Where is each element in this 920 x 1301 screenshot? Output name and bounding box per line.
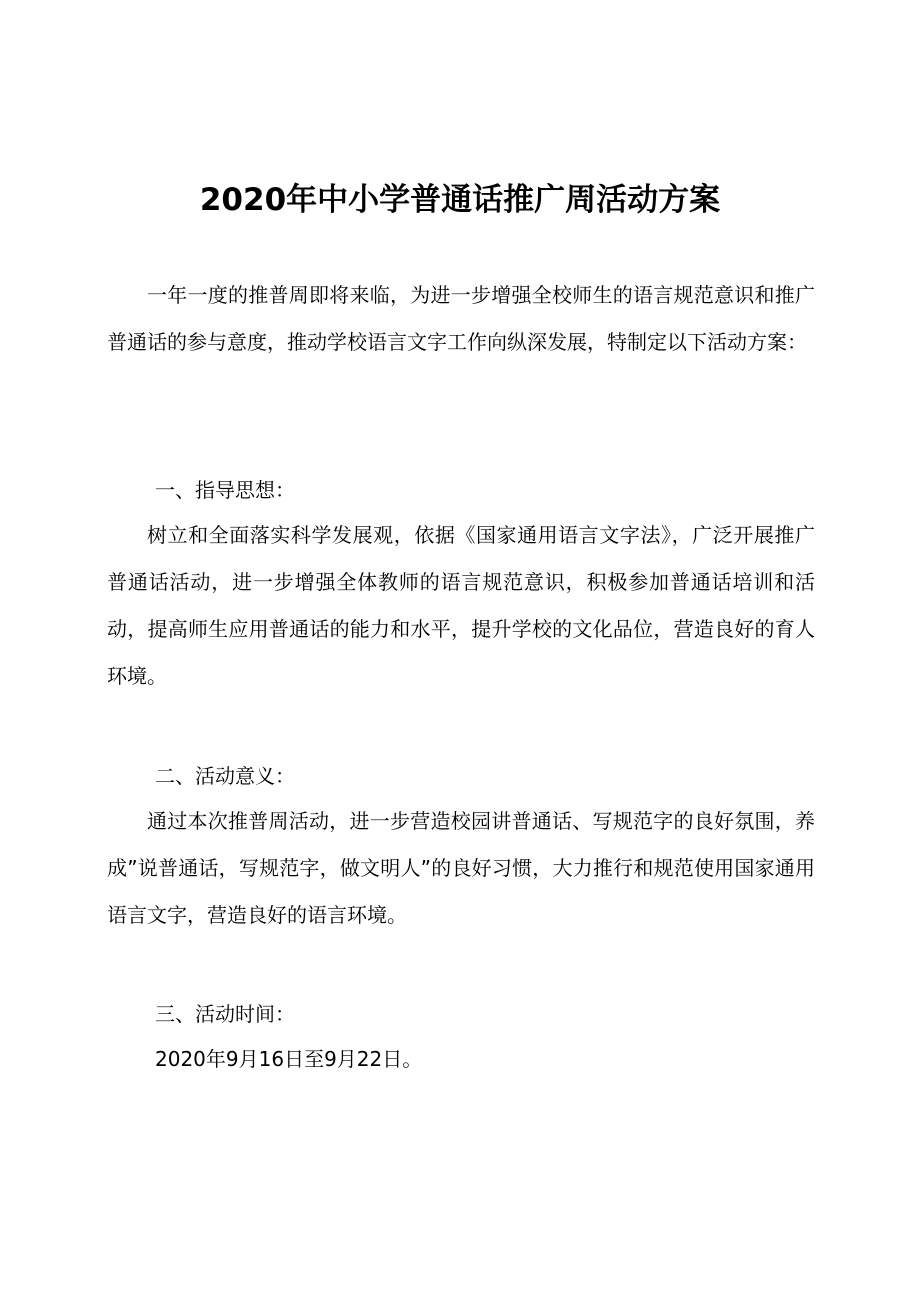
section-body-time: 2020年9月16日至9月22日。 bbox=[155, 1047, 423, 1071]
section-body-guiding-thought: 树立和全面落实科学发展观，依据《国家通用语言文字法》，广泛开展推广普通话活动，进一步增强全体教师的语言规范意识，积极参加普通话培训和活动，提高师生应用普通话的能力和水平，提升学校的文化品位，营造良好的育人环境。 bbox=[107, 523, 815, 688]
section-heading-guiding-thought: 一、指导思想： bbox=[155, 478, 295, 502]
section-body-significance: 通过本次推普周活动，进一步营造校园讲普通话、写规范字的良好氛围，养成”说普通话，写规范字，做文明人”的良好习惯，大力推行和规范使用国家通用语言文字，营造良好的语言环境。 bbox=[107, 809, 815, 927]
section-heading-significance: 二、活动意义： bbox=[155, 764, 295, 788]
section-heading-time: 三、活动时间： bbox=[155, 1002, 295, 1026]
intro-paragraph: 一年一度的推普周即将来临，为进一步增强全校师生的语言规范意识和推广普通话的参与意度，推动学校语言文字工作向纵深发展，特制定以下活动方案： bbox=[107, 283, 815, 354]
document-title: 2020年中小学普通话推广周活动方案 bbox=[199, 182, 721, 218]
